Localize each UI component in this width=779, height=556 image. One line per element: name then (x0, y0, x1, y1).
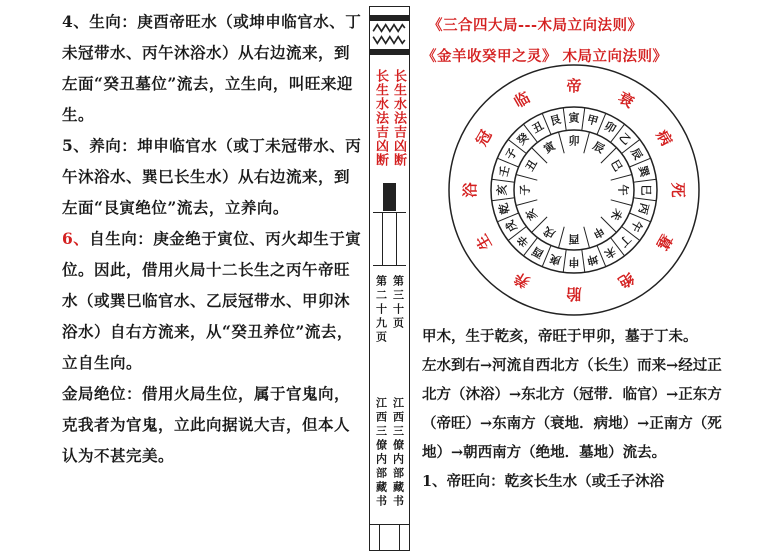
wheel-outer-label: 冠 (472, 126, 496, 150)
wheel-divider (492, 198, 515, 201)
wheel-inner-label: 酉 (568, 232, 580, 246)
wheel-outer-label: 胎 (566, 285, 582, 303)
page-number-left: 第二十九页 (374, 275, 388, 345)
wheel-divider (584, 227, 590, 248)
paragraph-di-wang-xiang: 1、帝旺向：乾亥长生水（或壬子沐浴 (422, 473, 665, 490)
wheel-inner-label: 亥 (523, 206, 540, 223)
item-number: 6、 (62, 229, 90, 248)
wheel-outer-label: 浴 (461, 182, 479, 198)
wheel-divider (563, 250, 566, 273)
wheel-middle-label: 申 (568, 255, 580, 269)
wheel-middle-label: 丙 (635, 201, 652, 216)
wheel-middle-label: 午 (628, 217, 645, 235)
wheel-divider (559, 227, 565, 248)
wheel-outer-label: 临 (510, 88, 534, 112)
wheel-divider (516, 200, 537, 206)
wheel-inner-label: 巳 (608, 157, 625, 174)
paragraph-jia-mu: 甲木，生于乾亥，帝旺于甲卯，墓于丁未。 (422, 328, 698, 345)
right-text-column (422, 322, 732, 496)
wheel-inner-label: 未 (608, 206, 625, 223)
wheel-middle-label: 卯 (601, 119, 619, 136)
source-right: 江西三僚内部藏书 (391, 397, 405, 509)
wheel-middle-label: 乙 (616, 130, 634, 148)
wheel-middle-label: 巳 (639, 184, 653, 196)
wheel-outer-label: 绝 (614, 268, 638, 292)
wheel-inner-label: 午 (616, 184, 630, 196)
wheel-middle-label: 壬 (496, 164, 513, 179)
wheel-inner-label: 申 (590, 224, 607, 241)
wheel-divider (634, 198, 657, 201)
wheel-middle-ring (491, 107, 657, 273)
wheel-inner-label: 子 (518, 184, 532, 196)
wheel-inner-label: 辰 (590, 139, 607, 156)
wheel-divider (516, 175, 537, 181)
wheel-middle-label: 丁 (616, 232, 634, 250)
wheel-middle-label: 戌 (503, 217, 520, 235)
wheel-middle-label: 丑 (529, 119, 547, 136)
wheel-outer-label: 病 (652, 126, 676, 150)
wheel-middle-label: 酉 (529, 244, 547, 261)
wheel-outer-label: 养 (510, 268, 534, 292)
wheel-middle-label: 坤 (585, 251, 600, 268)
paragraph-jin-ju-jue-wei: 金局绝位：借用火局生位，属于官鬼向，克我者为官鬼，立此向据说大吉，但本人认为不甚完美。 (62, 384, 351, 465)
wheel-middle-label: 辰 (628, 145, 645, 163)
wheel-middle-label: 子 (503, 145, 520, 163)
wheel-divider (634, 179, 657, 182)
wheel-divider (611, 200, 632, 206)
page-number-right: 第三十页 (391, 275, 405, 331)
wheel-inner-label: 寅 (541, 139, 558, 156)
wheel-middle-label: 巽 (635, 164, 652, 179)
wheel-divider (582, 250, 585, 273)
wheel-divider (492, 179, 515, 182)
right-title-1: 《三合四大局---木局立向法则》 (428, 17, 643, 34)
source-left: 江西三僚内部藏书 (374, 397, 388, 509)
wheel-middle-label: 亥 (495, 184, 509, 196)
wheel-middle-label: 辛 (514, 232, 532, 250)
paragraph-zi-sheng-text: 自生向：庚金绝于寅位、丙火却生于寅位。因此，借用火局十二长生之丙午帝旺水（或巽巳临官水、乙辰冠带水、甲卯沐浴水）自右方流来，从“癸丑养位”流去，立自生向。 (62, 229, 362, 372)
wheel-outer-label: 生 (472, 230, 496, 254)
wheel-inner-label: 丑 (523, 157, 540, 174)
wheel-middle-label: 未 (601, 244, 619, 261)
wheel-middle-label: 庚 (548, 251, 563, 268)
wheel-middle-label: 艮 (548, 112, 563, 129)
wheel-middle-label: 寅 (568, 111, 580, 125)
wheel-divider (559, 132, 565, 153)
spine-title-right: 长生水法吉凶断 (391, 69, 406, 167)
wheel-outer-label: 帝 (566, 77, 582, 95)
wheel-divider (582, 108, 585, 131)
wheel-outer-ring (449, 65, 699, 315)
paragraph-water-flow: 左水到右→河流自西北方（长生）而来→经过正北方（沐浴）→东北方（冠带．临官）→正东方（帝旺）→东南方（衰地．病地）→正南方（死地）→朝西南方（绝地．墓地）流去。 (422, 357, 722, 461)
wheel-outer-label: 墓 (652, 230, 676, 254)
wheel-outer-label: 衰 (614, 88, 638, 112)
wheel-outer-label: 死 (669, 182, 687, 198)
wheel-middle-label: 乾 (496, 201, 513, 216)
wheel-inner-label: 戌 (541, 224, 558, 241)
right-title-2: 《金羊收癸甲之灵》 木局立向法则》 (422, 48, 668, 65)
paragraph-sheng-xiang: 4、生向：庚酉帝旺水（或坤申临官水、丁未冠带水、丙午沐浴水）从右边流来，到左面“癸丑墓位”流去，立生向，叫旺来迎生。 (62, 12, 362, 124)
wheel-divider (611, 175, 632, 181)
spine-title-left: 长生水法吉凶断 (373, 69, 388, 167)
paragraph-yang-xiang: 5、养向：坤申临官水（或丁未冠带水、丙午沐浴水、巽巳长生水）从右边流来，到左面“艮寅绝位”流去，立养向。 (62, 136, 362, 217)
wheel-middle-label: 癸 (514, 130, 532, 148)
wheel-inner-label: 卯 (568, 134, 580, 148)
wheel-divider (563, 108, 566, 131)
wheel-middle-label: 甲 (585, 112, 600, 129)
wheel-divider (584, 132, 590, 153)
